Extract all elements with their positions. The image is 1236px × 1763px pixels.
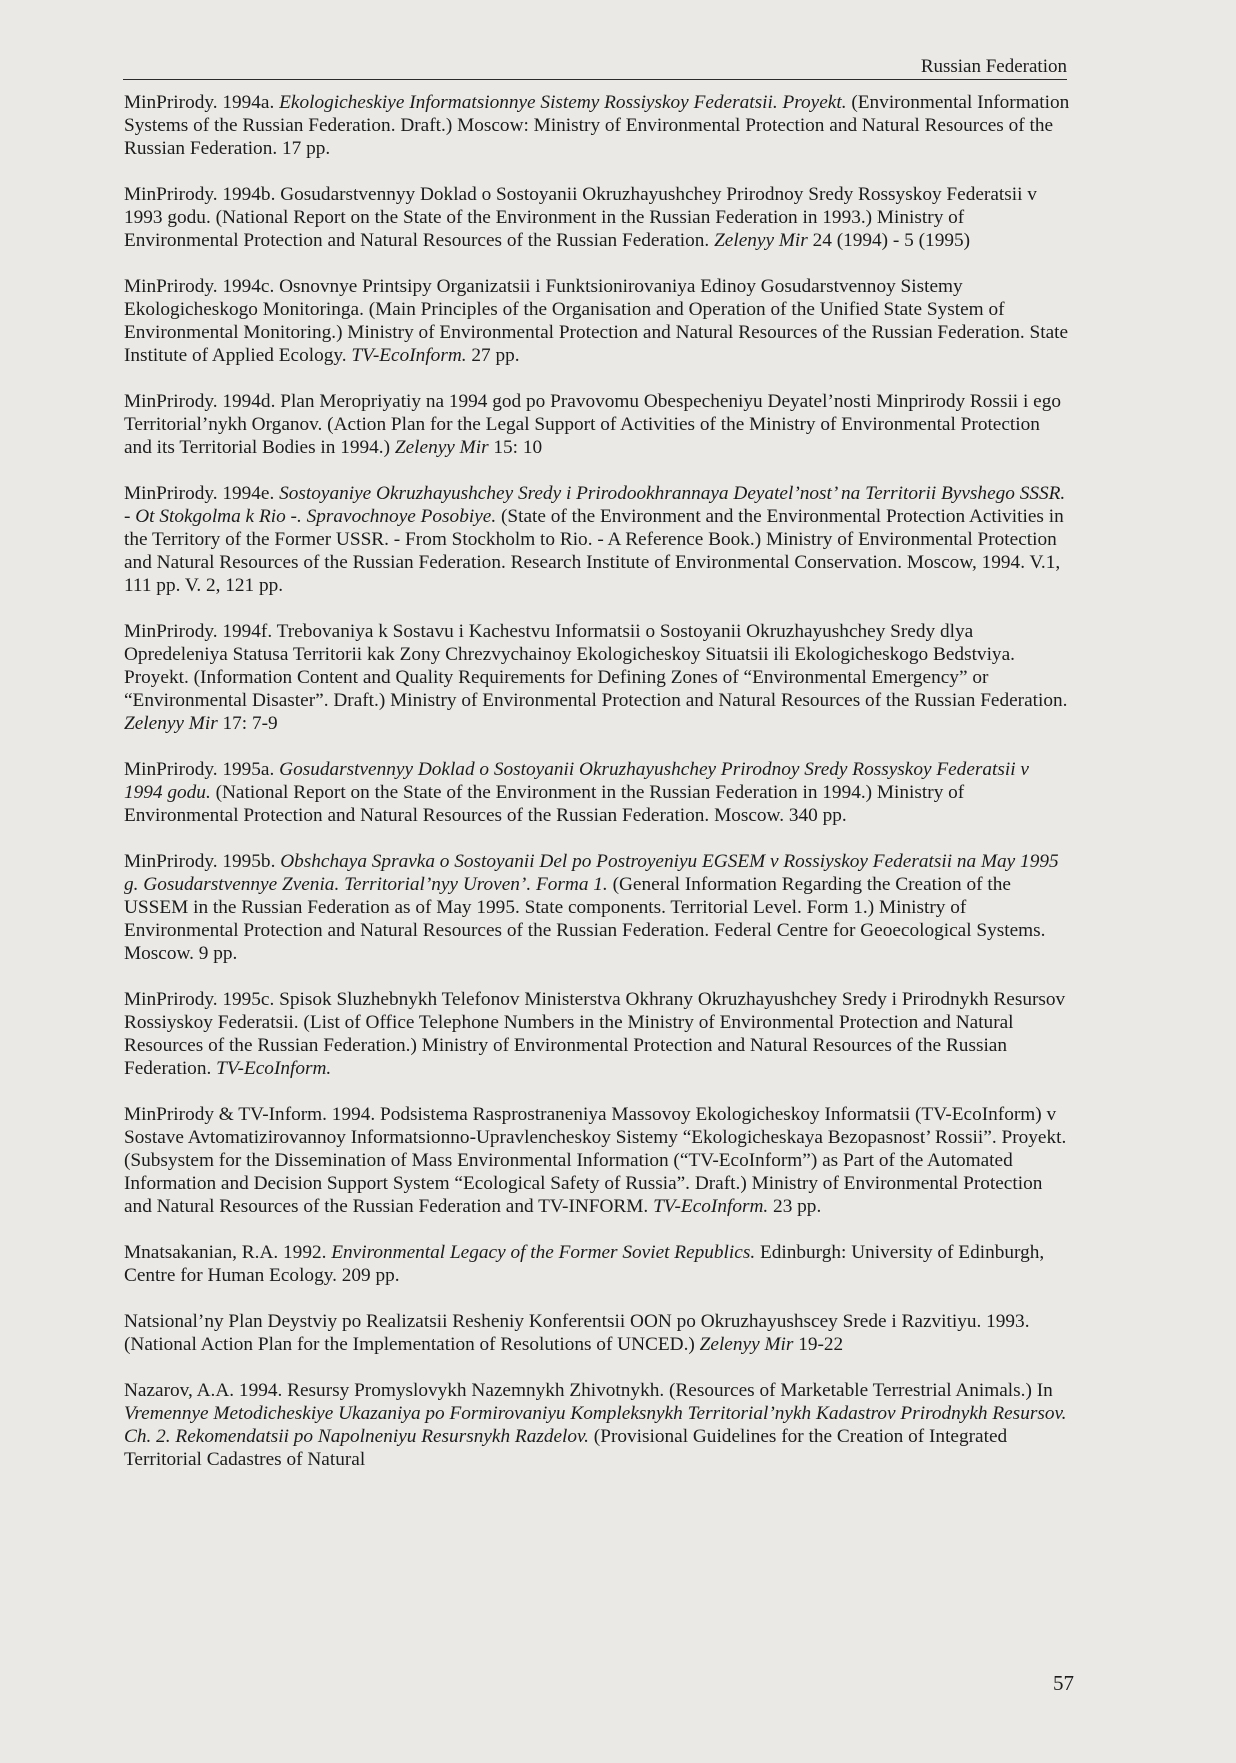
- reference-entry: MinPrirody & TV-Inform. 1994. Podsistema Rasprostraneniya Massovoy Ekologicheskoy Informatsii (TV-EcoInform) v Sostave Avtomatizirovannoy Informatsionno-Upravlencheskoy Sistemy “Ekologicheskaya Bezopasnost’ Rossii”. Proyekt. (Subsystem for the Dissemination of Mass Environmental Information (“TV-EcoInform”) as Part of the Automated Information and Decision Support System “Ecological Safety of Russia”. Draft.) Ministry of Environmental Protection and Natural Resources of the Russian Federation and TV-INFORM. TV-EcoInform. 23 pp.: [124, 1104, 1067, 1217]
- running-head: Russian Federation: [920, 56, 1067, 77]
- reference-entry: MinPrirody. 1995b. Obshchaya Spravka o Sostoyanii Del po Postroyeniyu EGSEM v Rossiyskoy Federatsii na May 1995 g. Gosudarstvennye Zvenia. Territorial’nyy Uroven’. Forma 1. (General Information Regarding the Creation of the USSEM in the Russian Federation as of May 1995. State components. Territorial Level. Form 1.) Ministry of Environmental Protection and Natural Resources of the Russian Federation. Federal Centre for Geoecological Systems. Moscow. 9 pp.: [124, 851, 1059, 964]
- reference-entry: MinPrirody. 1994a. Ekologicheskiye Informatsionnye Sistemy Rossiyskoy Federatsii. Proyekt. (Environmental Information Systems of the Russian Federation. Draft.) Moscow: Ministry of Environmental Protection and Natural Resources of the Russian Federation. 17 pp.: [124, 92, 1070, 159]
- reference-entry: MinPrirody. 1994d. Plan Meropriyatiy na 1994 god po Pravovomu Obespecheniyu Deyatel’nosti Minprirody Rossii i ego Territorial’nykh Organov. (Action Plan for the Legal Support of Activities of the Ministry of Environmental Protection and its Territorial Bodies in 1994.) Zelenyy Mir 15: 10: [124, 391, 1061, 458]
- reference-entry: MinPrirody. 1994f. Trebovaniya k Sostavu i Kachestvu Informatsii o Sostoyanii Okruzhayushchey Sredy dlya Opredeleniya Statusa Territorii kak Zony Chrezvychainoy Ekologicheskoy Situatsii ili Ekologicheskogo Bedstviya. Proyekt. (Information Content and Quality Requirements for Defining Zones of “Environmental Emergency” or “Environmental Disaster”. Draft.) Ministry of Environmental Protection and Natural Resources of the Russian Federation. Zelenyy Mir 17: 7-9: [124, 621, 1068, 734]
- reference-entry: MinPrirody. 1995a. Gosudarstvennyy Doklad o Sostoyanii Okruzhayushchey Prirodnoy Sredy Rossyskoy Federatsii v 1994 godu. (National Report on the State of the Environment in the Russian Federation in 1994.) Ministry of Environmental Protection and Natural Resources of the Russian Federation. Moscow. 340 pp.: [124, 759, 1029, 826]
- reference-entry: MinPrirody. 1994b. Gosudarstvennyy Doklad o Sostoyanii Okruzhayushchey Prirodnoy Sredy Rossyskoy Federatsii v 1993 godu. (National Report on the State of the Environment in the Russian Federation in 1993.) Ministry of Environmental Protection and Natural Resources of the Russian Federation. Zelenyy Mir 24 (1994) - 5 (1995): [124, 184, 1037, 251]
- reference-entry: MinPrirody. 1994c. Osnovnye Printsipy Organizatsii i Funktsionirovaniya Edinoy Gosudarstvennoy Sistemy Ekologicheskogo Monitoringa. (Main Principles of the Organisation and Operation of the Unified State System of Environmental Monitoring.) Ministry of Environmental Protection and Natural Resources of the Russian Federation. State Institute of Applied Ecology. TV-EcoInform. 27 pp.: [124, 276, 1069, 366]
- reference-entry: Natsional’ny Plan Deystviy po Realizatsii Resheniy Konferentsii OON po Okruzhayushscey Srede i Razvitiyu. 1993. (National Action Plan for the Implementation of Resolutions of UNCED.) Zelenyy Mir 19-22: [124, 1311, 1030, 1355]
- reference-list: [124, 91, 1070, 1494]
- page-number: 57: [1053, 1671, 1074, 1695]
- reference-entry: Mnatsakanian, R.A. 1992. Environmental Legacy of the Former Soviet Republics. Edinburgh: University of Edinburgh, Centre for Human Ecology. 209 pp.: [124, 1242, 1045, 1286]
- reference-entry: MinPrirody. 1995c. Spisok Sluzhebnykh Telefonov Ministerstva Okhrany Okruzhayushchey Sredy i Prirodnykh Resursov Rossiyskoy Federatsii. (List of Office Telephone Numbers in the Ministry of Environmental Protection and Natural Resources of the Russian Federation.) Ministry of Environmental Protection and Natural Resources of the Russian Federation. TV-EcoInform.: [124, 989, 1066, 1079]
- reference-entry: MinPrirody. 1994e. Sostoyaniye Okruzhayushchey Sredy i Prirodookhrannaya Deyatel’nost’ na Territorii Byvshego SSSR. - Ot Stokgolma k Rio -. Spravochnoye Posobiye. (State of the Environment and the Environmental Protection Activities in the Territory of the Former USSR. - From Stockholm to Rio. - A Reference Book.) Ministry of Environmental Protection and Natural Resources of the Russian Federation. Research Institute of Environmental Conservation. Moscow, 1994. V.1, 111 pp. V. 2, 121 pp.: [124, 483, 1066, 596]
- header-rule: [123, 79, 1067, 80]
- reference-entry: Nazarov, A.A. 1994. Resursy Promyslovykh Nazemnykh Zhivotnykh. (Resources of Marketable Terrestrial Animals.) In Vremennye Metodicheskiye Ukazaniya po Formirovaniyu Kompleksnykh Territorial’nykh Kadastrov Prirodnykh Resursov. Ch. 2. Rekomendatsii po Napolneniyu Resursnykh Razdelov. (Provisional Guidelines for the Creation of Integrated Territorial Cadastres of Natural: [124, 1380, 1067, 1470]
